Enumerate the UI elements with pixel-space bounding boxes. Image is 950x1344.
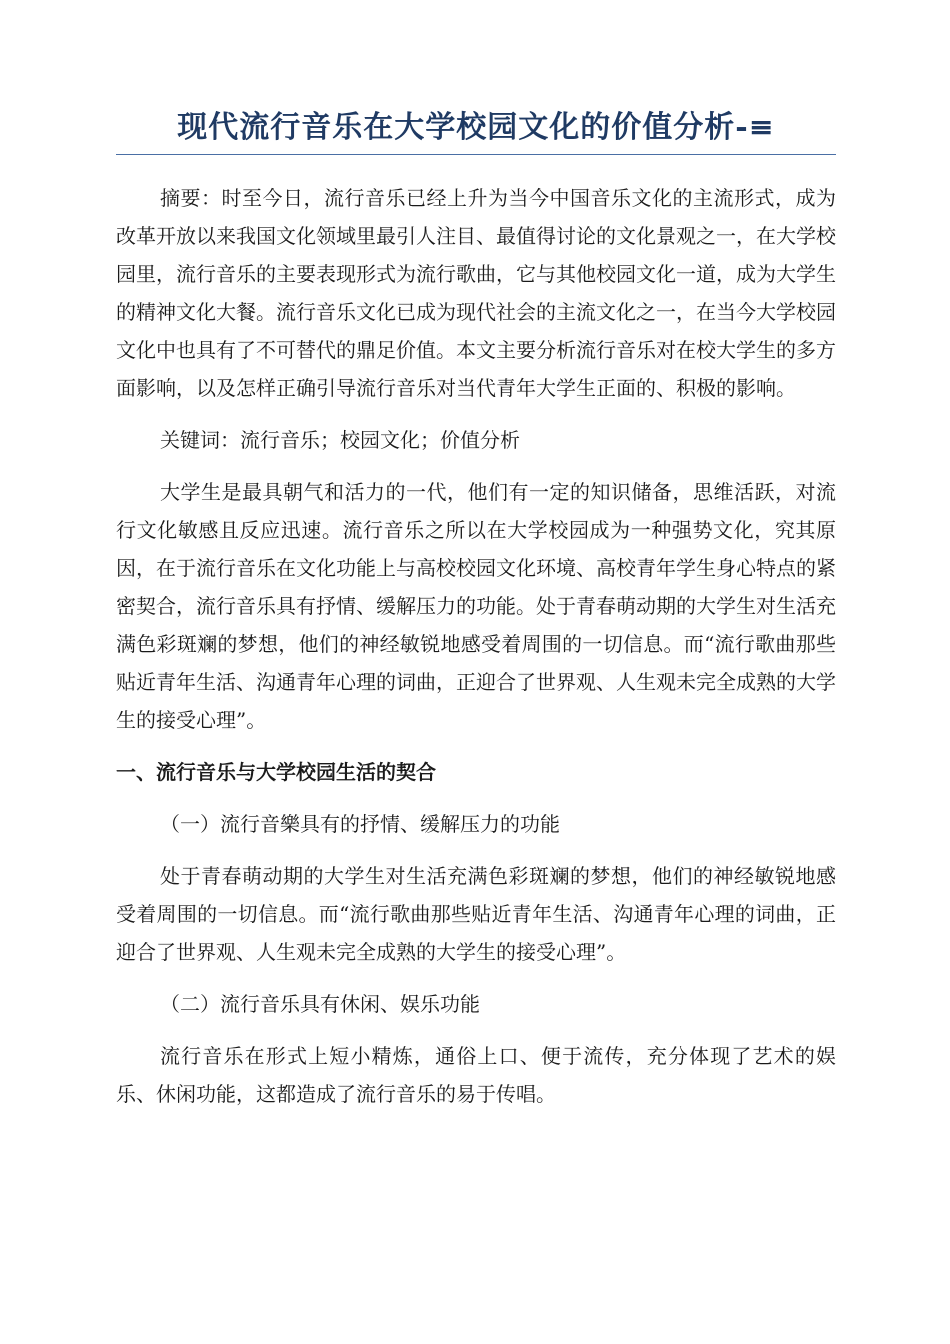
subsection-heading-2: （二）流行音乐具有休闲、娱乐功能 — [160, 992, 480, 1016]
keywords-line: 关键词：流行音乐；校园文化；价值分析 — [160, 428, 520, 452]
subsection-body-1: 处于青春萌动期的大学生对生活充满色彩斑斓的梦想，他们的神经敏锐地感受着周围的一切信息。而“流行歌曲那些贴近青年生活、沟通青年心理的词曲，正迎合了世界观、人生观未完全成熟的大学生的接受心理”。 — [116, 864, 836, 964]
section-heading-1: 一、流行音乐与大学校园生活的契合 — [116, 760, 436, 784]
title-underline — [116, 154, 836, 155]
subsection-heading-1: （一）流行音樂具有的抒情、缓解压力的功能 — [160, 812, 560, 836]
document-page — [116, 108, 836, 1113]
intro-paragraph: 大学生是最具朝气和活力的一代，他们有一定的知识储备，思维活跃，对流行文化敏感且反应迅速。流行音乐之所以在大学校园成为一种强势文化，究其原因，在于流行音乐在文化功能上与高校校园文化环境、高校青年学生身心特点的紧密契合，流行音乐具有抒情、缓解压力的功能。处于青春萌动期的大学生对生活充满色彩斑斓的梦想，他们的神经敏锐地感受着周围的一切信息。而“流行歌曲那些贴近青年生活、沟通青年心理的词曲，正迎合了世界观、人生观未完全成熟的大学生的接受心理”。 — [116, 480, 836, 732]
subsection-body-2: 流行音乐在形式上短小精炼，通俗上口、便于流传，充分体现了艺术的娱乐、休闲功能，这都造成了流行音乐的易于传唱。 — [116, 1044, 836, 1106]
abstract-paragraph: 摘要：时至今日，流行音乐已经上升为当今中国音乐文化的主流形式，成为改革开放以来我国文化领域里最引人注目、最值得讨论的文化景观之一，在大学校园里，流行音乐的主要表现形式为流行歌曲，它与其他校园文化一道，成为大学生的精神文化大餐。流行音乐文化已成为现代社会的主流文化之一，在当今大学校园文化中也具有了不可替代的鼎足价值。本文主要分析流行音乐对在校大学生的多方面影响，以及怎样正确引导流行音乐对当代青年大学生正面的、积极的影响。 — [116, 186, 836, 400]
document-title: 现代流行音乐在大学校园文化的价值分析-≡ — [177, 110, 775, 145]
